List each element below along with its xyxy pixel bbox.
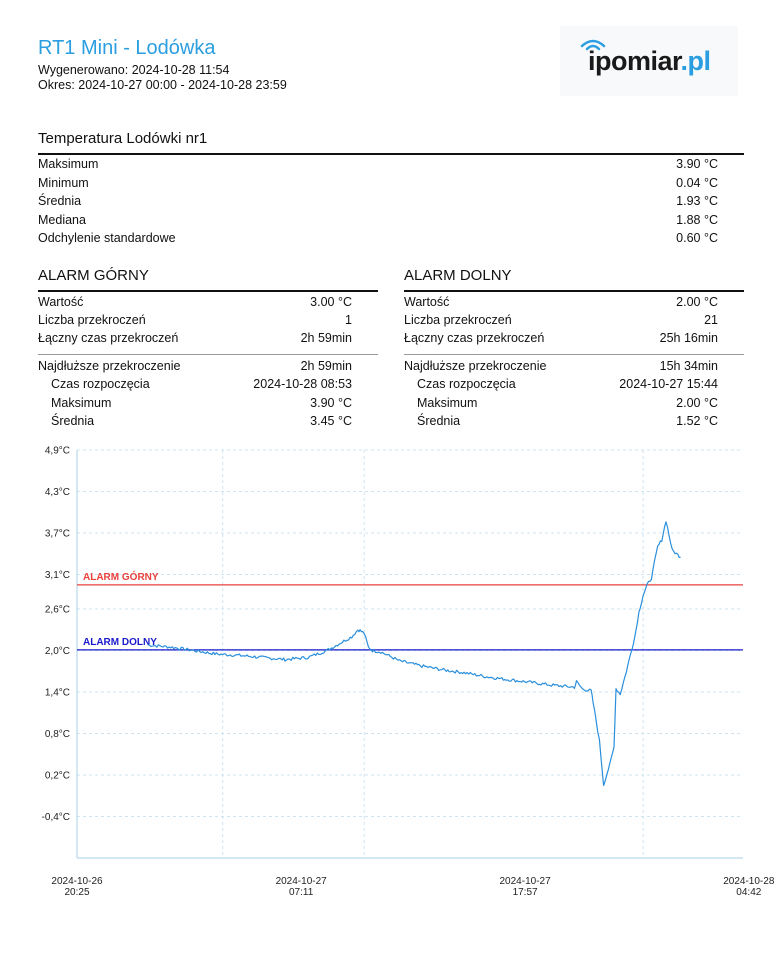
alarm-upper-value: 2h 59min [300, 331, 352, 345]
summary-label: Odchylenie standardowe [38, 231, 176, 245]
alarm-upper-label: ALARM GÓRNY [83, 571, 159, 583]
alarm-lower-value: 15h 34min [659, 359, 718, 373]
y-tick-label: 0,2°C [44, 770, 70, 782]
x-tick-date: 2024-10-28 [723, 876, 775, 887]
summary-title: Temperatura Lodówki nr1 [38, 130, 208, 147]
alarm-lower-value: 2024-10-27 15:44 [619, 377, 718, 391]
y-tick-label: 3,1°C [44, 569, 70, 581]
alarm-lower-label: Liczba przekroczeń [404, 313, 512, 327]
alarm-lower-longest-row [404, 412, 718, 430]
y-tick-label: 0,8°C [44, 729, 70, 741]
alarm-lower-value: 2.00 °C [676, 396, 718, 410]
alarm-upper-value: 2024-10-28 08:53 [253, 377, 352, 391]
alarm-lower-label: Łączny czas przekroczeń [404, 331, 545, 345]
alarm-upper-label: Średnia [51, 414, 95, 428]
alarm-upper-divider [38, 354, 378, 355]
report-title: RT1 Mini - Lodówka [38, 37, 216, 59]
summary-row-stddev [38, 229, 718, 247]
alarm-lower-value: 1.52 °C [676, 414, 718, 428]
ipomiar-logo [560, 26, 738, 96]
alarm-lower-label: Maksimum [417, 396, 478, 410]
x-tick-time: 07:11 [289, 887, 314, 898]
summary-value: 1.93 °C [676, 194, 718, 208]
alarm-upper-title: ALARM GÓRNY [38, 267, 149, 284]
y-tick-label: 4,3°C [44, 486, 70, 498]
y-tick-label: 3,7°C [44, 528, 70, 540]
alarm-lower-row [404, 329, 718, 347]
alarm-lower-rule [404, 290, 744, 292]
alarm-lower-value: 2.00 °C [676, 295, 718, 309]
alarm-lower-longest-row [404, 357, 718, 375]
alarm-lower-label: Czas rozpoczęcia [417, 377, 516, 391]
alarm-upper-label: Czas rozpoczęcia [51, 377, 150, 391]
y-tick-label: 2,6°C [44, 604, 70, 616]
report-period: Okres: 2024-10-27 00:00 - 2024-10-28 23:59 [38, 78, 287, 92]
x-tick-date: 2024-10-26 [51, 876, 103, 887]
alarm-upper-row [38, 329, 352, 347]
alarm-lower-label: Najdłuższe przekroczenie [404, 359, 547, 373]
x-tick-date: 2024-10-27 [499, 876, 551, 887]
alarm-upper-longest-row [38, 394, 352, 412]
y-tick-label: 1,4°C [44, 687, 70, 699]
alarm-lower-row [404, 311, 718, 329]
alarm-lower-label: ALARM DOLNY [83, 636, 157, 648]
summary-value: 0.04 °C [676, 176, 718, 190]
alarm-upper-rule [38, 290, 378, 292]
summary-label: Maksimum [38, 157, 99, 171]
alarm-upper-value: 3.90 °C [310, 396, 352, 410]
summary-row-max [38, 155, 718, 173]
summary-row-median [38, 211, 718, 229]
alarm-lower-value: 25h 16min [659, 331, 718, 345]
temperature-chart [0, 440, 782, 910]
alarm-upper-longest-row [38, 412, 352, 430]
alarm-upper-value: 1 [345, 313, 352, 327]
y-tick-label: 2,0°C [44, 646, 70, 658]
alarm-lower-value: 21 [704, 313, 718, 327]
alarm-upper-longest-row [38, 375, 352, 393]
summary-row-min [38, 174, 718, 192]
alarm-lower-row [404, 293, 718, 311]
alarm-upper-label: Liczba przekroczeń [38, 313, 146, 327]
alarm-lower-title: ALARM DOLNY [404, 267, 512, 284]
x-tick-date: 2024-10-27 [275, 876, 327, 887]
alarm-lower-longest-row [404, 375, 718, 393]
summary-value: 1.88 °C [676, 213, 718, 227]
logo-text-ext: .pl [680, 46, 711, 76]
x-tick-time: 04:42 [736, 887, 762, 898]
summary-label: Średnia [38, 194, 82, 208]
summary-label: Minimum [38, 176, 89, 190]
generated-date: Wygenerowano: 2024-10-28 11:54 [38, 63, 230, 77]
alarm-lower-longest-row [404, 394, 718, 412]
alarm-upper-label: Najdłuższe przekroczenie [38, 359, 181, 373]
alarm-upper-label: Maksimum [51, 396, 112, 410]
alarm-lower-divider [404, 354, 744, 355]
alarm-upper-value: 2h 59min [300, 359, 352, 373]
alarm-upper-value: 3.45 °C [310, 414, 352, 428]
alarm-upper-row [38, 311, 352, 329]
summary-value: 3.90 °C [676, 157, 718, 171]
summary-label: Mediana [38, 213, 86, 227]
y-tick-label: 4,9°C [44, 445, 70, 457]
summary-row-avg [38, 192, 718, 210]
x-tick-time: 17:57 [512, 887, 538, 898]
alarm-upper-value: 3.00 °C [310, 295, 352, 309]
y-tick-label: -0,4°C [41, 812, 70, 824]
logo-text-main: ipomiar [588, 46, 681, 76]
alarm-upper-longest-row [38, 357, 352, 375]
alarm-upper-label: Wartość [38, 295, 84, 309]
alarm-lower-label: Średnia [417, 414, 461, 428]
temperature-series-line [148, 522, 681, 786]
alarm-upper-label: Łączny czas przekroczeń [38, 331, 179, 345]
x-tick-time: 20:25 [64, 887, 90, 898]
summary-value: 0.60 °C [676, 231, 718, 245]
alarm-lower-label: Wartość [404, 295, 450, 309]
alarm-upper-row [38, 293, 352, 311]
logo-wordmark [588, 46, 711, 77]
